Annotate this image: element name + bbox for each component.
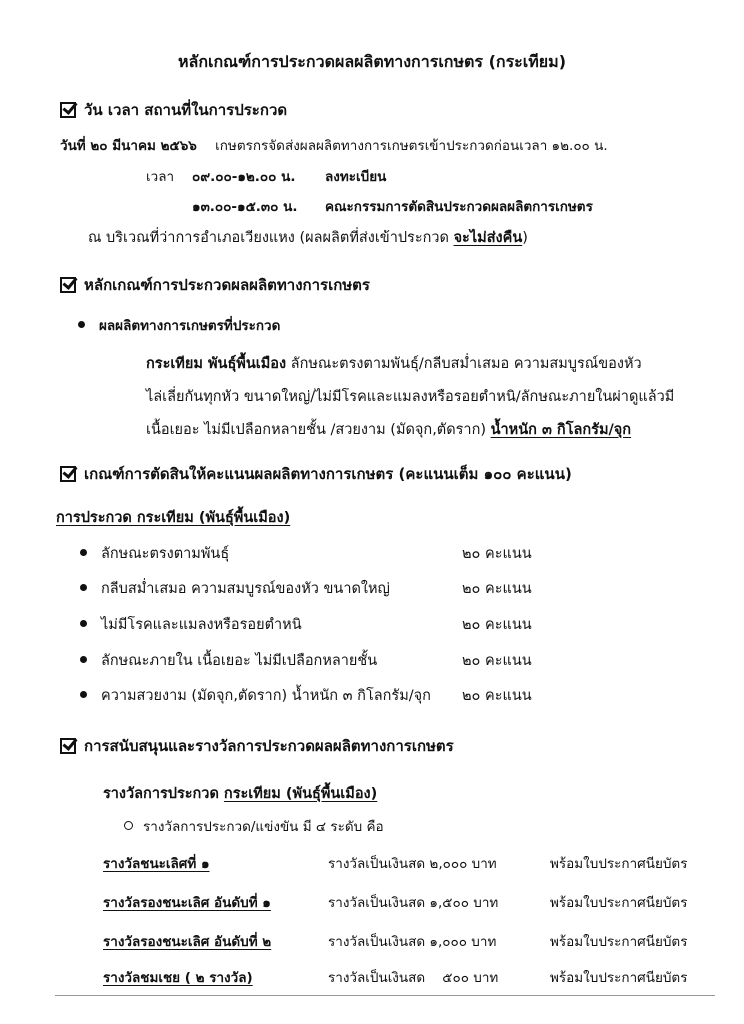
venue-line (88, 226, 528, 249)
venue-end: ) (522, 230, 528, 246)
venue-text: ณ บริเวณที่ว่าการอำเภอเวียงแหง (ผลผลิตที่ส่งเข้าประกวด (88, 230, 454, 246)
criteria-item (80, 613, 302, 636)
time-1: ๐๙.๐๐-๑๒.๐๐ น. (192, 169, 296, 185)
bullet-icon (80, 691, 87, 698)
prize-cert: พร้อมใบประกาศนียบัตร (550, 970, 688, 986)
variety-name: กระเทียม พันธุ์พื้นเมือง (146, 356, 287, 372)
date-text: เกษตรกรจัดส่งผลผลิตทางการเกษตรเข้าประกวดก่อนเวลา ๑๒.๐๐ น. (215, 138, 608, 154)
criteria-item (80, 649, 377, 672)
section-date-time-place (60, 98, 287, 122)
date-line (60, 134, 608, 156)
section-scoring (60, 462, 572, 486)
desc-3: เนื้อเยอะ ไม่มีเปลือกหลายชั้น /สวยงาม (มัดจุก,ตัดราก) (146, 422, 491, 438)
criteria-label: ลักษณะตรงตามพันธุ์ (101, 546, 230, 562)
no-return-note: จะไม่ส่งคืน (453, 230, 523, 246)
checkbox-icon (60, 738, 76, 754)
product-bullet (78, 314, 280, 336)
bullet-icon (80, 549, 87, 556)
prize-cert: พร้อมใบประกาศนียบัตร (550, 934, 688, 950)
criteria-item (80, 542, 229, 565)
prize-cert: พร้อมใบประกาศนียบัตร (550, 856, 688, 872)
prize-money: รางวัลเป็นเงินสด ๑,๐๐๐ บาท (328, 934, 497, 950)
criteria-score: ๒๐ คะแนน (462, 617, 532, 633)
prize-money: รางวัลเป็นเงินสด ๕๐๐ บาท (328, 970, 499, 986)
checkbox-icon (60, 466, 76, 482)
prize-name: รางวัลชมเชย ( ๒ รางวัล) (103, 970, 253, 986)
levels-note (124, 815, 384, 837)
prize-name: รางวัลรองชนะเลิศ อันดับที่ ๒ (103, 934, 272, 950)
bottom-divider (55, 995, 715, 996)
criteria-score: ๒๐ คะแนน (462, 688, 532, 704)
section-criteria (60, 273, 370, 297)
page-title: หลักเกณฑ์การประกวดผลผลิตทางการเกษตร (กระเทียม) (177, 52, 567, 71)
criteria-label: กลีบสม่ำเสมอ ความสมบูรณ์ของหัว ขนาดใหญ่ (101, 581, 390, 597)
criteria-label: ความสวยงาม (มัดจุก,ตัดราก) น้ำหนัก ๓ กิโลกรัม/จุก (101, 688, 431, 704)
bullet-text: ผลผลิตทางการเกษตรที่ประกวด (99, 318, 281, 334)
levels-text: รางวัลการประกวด/แข่งขัน มี ๔ ระดับ คือ (143, 819, 384, 835)
bullet-icon (80, 656, 87, 663)
bullet-icon (80, 584, 87, 591)
bullet-icon (78, 321, 85, 328)
section-awards (60, 734, 454, 758)
checkbox-icon (60, 277, 76, 293)
prize-cert: พร้อมใบประกาศนียบัตร (550, 895, 688, 911)
desc-1: ลักษณะตรงตามพันธุ์/กลีบสม่ำเสมอ ความสมบูรณ์ของหัว (286, 356, 642, 372)
description-line-1 (146, 352, 642, 375)
criteria-label: ไม่มีโรคและแมลงหรือรอยตำหนิ (101, 617, 302, 633)
time-line-1 (146, 165, 174, 187)
description-line-2: ไล่เลี่ยกันทุกหัว ขนาดใหญ่/ไม่มีโรคและแมลงหรือรอยตำหนิ/ลักษณะภายในผ่าดูแล้วมี (146, 389, 675, 405)
prize-name: รางวัลชนะเลิศที่ ๑ (103, 856, 210, 872)
criteria-label: ลักษณะภายใน เนื้อเยอะ ไม่มีเปลือกหลายชั้น (101, 653, 378, 669)
criteria-item (80, 684, 431, 707)
criteria-score: ๒๐ คะแนน (462, 546, 532, 562)
criteria-score: ๒๐ คะแนน (462, 653, 532, 669)
section-heading: เกณฑ์การตัดสินให้คะแนนผลผลิตทางการเกษตร (คะแนนเต็ม ๑๐๐ คะแนน) (84, 465, 572, 483)
section-heading: การสนับสนุนและรางวัลการประกวดผลผลิตทางการเกษตร (84, 737, 454, 755)
weight-requirement: น้ำหนัก ๓ กิโลกรัม/จุก (490, 422, 632, 438)
time-2: ๑๓.๐๐-๑๕.๓๐ น. (192, 199, 298, 215)
circle-bullet-icon (124, 821, 133, 830)
checkbox-icon (60, 102, 76, 118)
award-prefix: รางวัลการประกวด (103, 786, 224, 802)
award-item: กระเทียม (พันธุ์พื้นเมือง) (223, 786, 378, 802)
prize-money: รางวัลเป็นเงินสด ๒,๐๐๐ บาท (328, 856, 497, 872)
time-1-desc: ลงทะเบียน (325, 169, 387, 185)
prize-money: รางวัลเป็นเงินสด ๑,๕๐๐ บาท (328, 895, 499, 911)
description-line-3 (146, 418, 631, 441)
time-2-desc: คณะกรรมการตัดสินประกวดผลผลิตการเกษตร (325, 199, 593, 215)
scoring-subheading: การประกวด กระเทียม (พันธุ์พื้นเมือง) (56, 510, 291, 526)
bullet-icon (80, 620, 87, 627)
time-label: เวลา (146, 169, 175, 185)
date-label: วันที่ ๒๐ มีนาคม ๒๕๖๖ (60, 138, 197, 154)
award-title (103, 782, 377, 805)
section-heading: วัน เวลา สถานที่ในการประกวด (84, 101, 288, 119)
criteria-score: ๒๐ คะแนน (462, 581, 532, 597)
criteria-item (80, 577, 390, 600)
section-heading: หลักเกณฑ์การประกวดผลผลิตทางการเกษตร (84, 276, 370, 294)
prize-name: รางวัลรองชนะเลิศ อันดับที่ ๑ (103, 895, 271, 911)
